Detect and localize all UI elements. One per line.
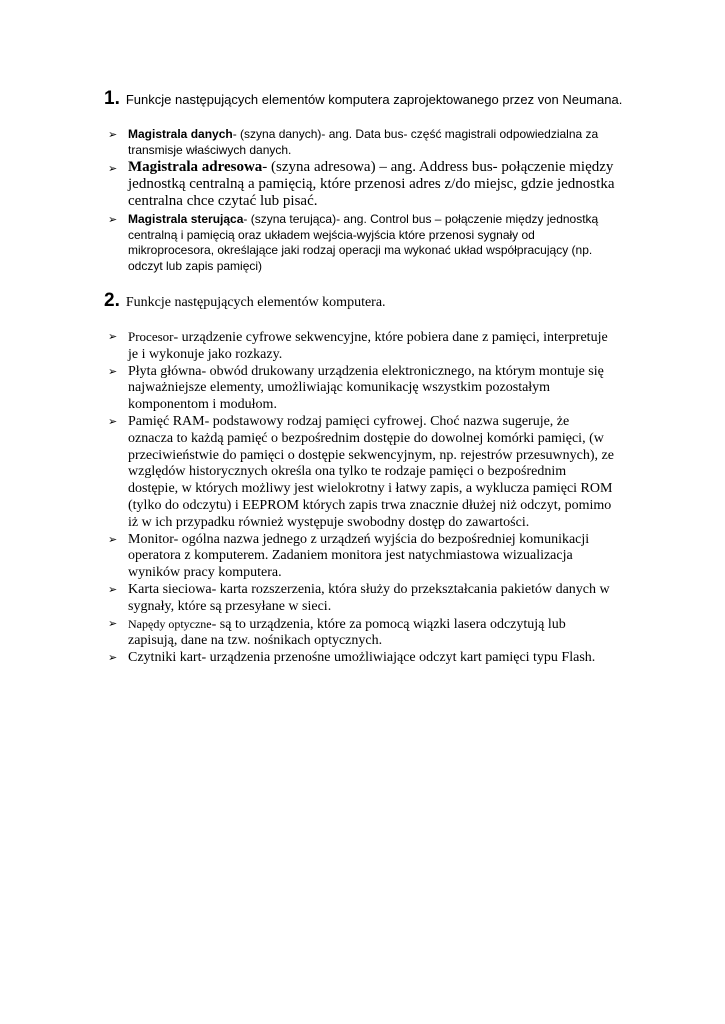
list-item-czytniki-kart <box>108 650 688 667</box>
term-napedy-optyczne: Napędy optyczne <box>128 616 212 631</box>
list-item-procesor <box>108 329 688 364</box>
term-magistrala-sterujaca: Magistrala sterująca <box>128 212 244 226</box>
arrow-bullet-icon: ➢ <box>108 364 118 378</box>
arrow-bullet-icon: ➢ <box>108 616 118 630</box>
item-line: Pamięć RAM- podstawowy rodzaj pamięci cyfrowej. Choć nazwa sugeruje, że <box>128 413 570 429</box>
item-line: najważniejsze elementy, umożliwiając komunikację wszystkim pozostałym <box>128 380 551 396</box>
list-item-karta-sieciowa <box>108 582 688 616</box>
item-line: - (szyna danych)- ang. Data bus- część magistrali odpowiedzialna za <box>232 127 599 141</box>
item-line: przeciwieństwie do pamięci o dostępie sekwencyjnym, np. rejestrów przesuwnych), ze <box>128 447 614 463</box>
item-line: komponentom i modułom. <box>128 397 277 413</box>
item-line: (tylko do odczytu) i EEPROM których zapis trwa znacznie dłużej niż odczyt, pomimo <box>128 497 612 513</box>
list-item-magistrala-danych <box>108 127 668 158</box>
arrow-bullet-icon: ➢ <box>108 532 118 546</box>
section-1-heading <box>104 88 622 110</box>
item-line: sygnały, które są przesyłane w sieci. <box>128 598 332 614</box>
section-1-list <box>108 127 668 274</box>
section-2-heading <box>104 290 386 312</box>
arrow-bullet-icon: ➢ <box>108 414 118 428</box>
item-line: centralna chce czytać lub pisać. <box>128 193 318 209</box>
term-magistrala-adresowa: Magistrala adresowa <box>128 159 263 175</box>
item-line: jednostką centralną a pamięcią, które przenosi adres z/do miejsc, gdzie jednostka <box>128 176 615 192</box>
item-line: dostępie, w których możliwy jest wielokrotny i łatwy zapis, a wyklucza pamięci ROM <box>128 481 613 497</box>
item-line: Płyta główna- obwód drukowany urządzenia elektronicznego, na którym montuje się <box>128 363 604 379</box>
section-2-number: 2. <box>104 290 120 311</box>
list-item-napedy-optyczne <box>108 616 688 651</box>
list-item-pamiec-ram <box>108 414 688 532</box>
item-line: - są to urządzenia, które za pomocą wiązki lasera odczytują lub <box>211 616 566 632</box>
item-line: oznacza to każdą pamięć o bezpośrednim dostępie do dowolnej komórki pamięci, (w <box>128 430 604 446</box>
list-item-monitor <box>108 532 688 582</box>
list-item-magistrala-adresowa <box>108 159 668 210</box>
arrow-bullet-icon: ➢ <box>108 128 118 141</box>
item-line: - urządzenie cyfrowe sekwencyjne, które pobiera dane z pamięci, interpretuje <box>173 330 608 345</box>
item-line: mikroprocesora, określające jaki rodzaj operacji ma wykonać układ współpracujący (np. <box>128 243 593 257</box>
term-magistrala-danych: Magistrala danych <box>128 127 233 141</box>
arrow-bullet-icon: ➢ <box>108 651 118 665</box>
item-line: je i wykonuje jako rozkazy. <box>128 346 283 362</box>
item-line: względów historycznych określa ona tylko te rodzaje pamięci o bezpośrednim <box>128 464 567 480</box>
section-1-title: Funkcje następujących elementów komputera zaprojektowanego przez von Neumana. <box>125 92 623 107</box>
arrow-bullet-icon: ➢ <box>108 213 118 226</box>
item-line: - (szyna adresowa) – ang. Address bus- połączenie między <box>262 159 614 175</box>
term-procesor: Procesor <box>128 329 174 344</box>
item-line: Monitor- ogólna nazwa jednego z urządzeń wyjścia do bezpośredniej komunikacji <box>128 531 590 547</box>
item-line: Czytniki kart- urządzenia przenośne umożliwiające odczyt kart pamięci typu Flash. <box>128 650 596 666</box>
arrow-bullet-icon: ➢ <box>108 162 118 175</box>
item-line: zapisują, dane na tzw. nośnikach optycznych. <box>128 633 383 649</box>
item-line: centralną i pamięcią oraz układem wejścia-wyjścia które przenosi sygnały od <box>128 227 535 242</box>
list-item-magistrala-sterujaca <box>108 212 668 274</box>
item-line: - (szyna terująca)- ang. Control bus – połączenie między jednostką <box>243 212 599 226</box>
section-2-title: Funkcje następujących elementów komputera. <box>125 295 386 310</box>
item-line: odczyt lub zapis pamięci) <box>128 258 263 273</box>
section-1-number: 1. <box>104 88 120 109</box>
item-line: transmisje właściwych danych. <box>128 142 292 157</box>
item-line: operatora z komputerem. Zadaniem monitora jest natychmiastowa wizualizacja <box>128 548 573 564</box>
item-line: wyników pracy komputera. <box>128 565 282 581</box>
item-line: Karta sieciowa- karta rozszerzenia, która służy do przekształcania pakietów danych w <box>128 581 610 597</box>
arrow-bullet-icon: ➢ <box>108 330 118 343</box>
section-2-list <box>108 329 688 667</box>
arrow-bullet-icon: ➢ <box>108 582 118 596</box>
list-item-plyta-glowna <box>108 364 688 414</box>
item-line: iż w ich przypadku również występuje swobodny dostęp do zawartości. <box>128 514 530 530</box>
